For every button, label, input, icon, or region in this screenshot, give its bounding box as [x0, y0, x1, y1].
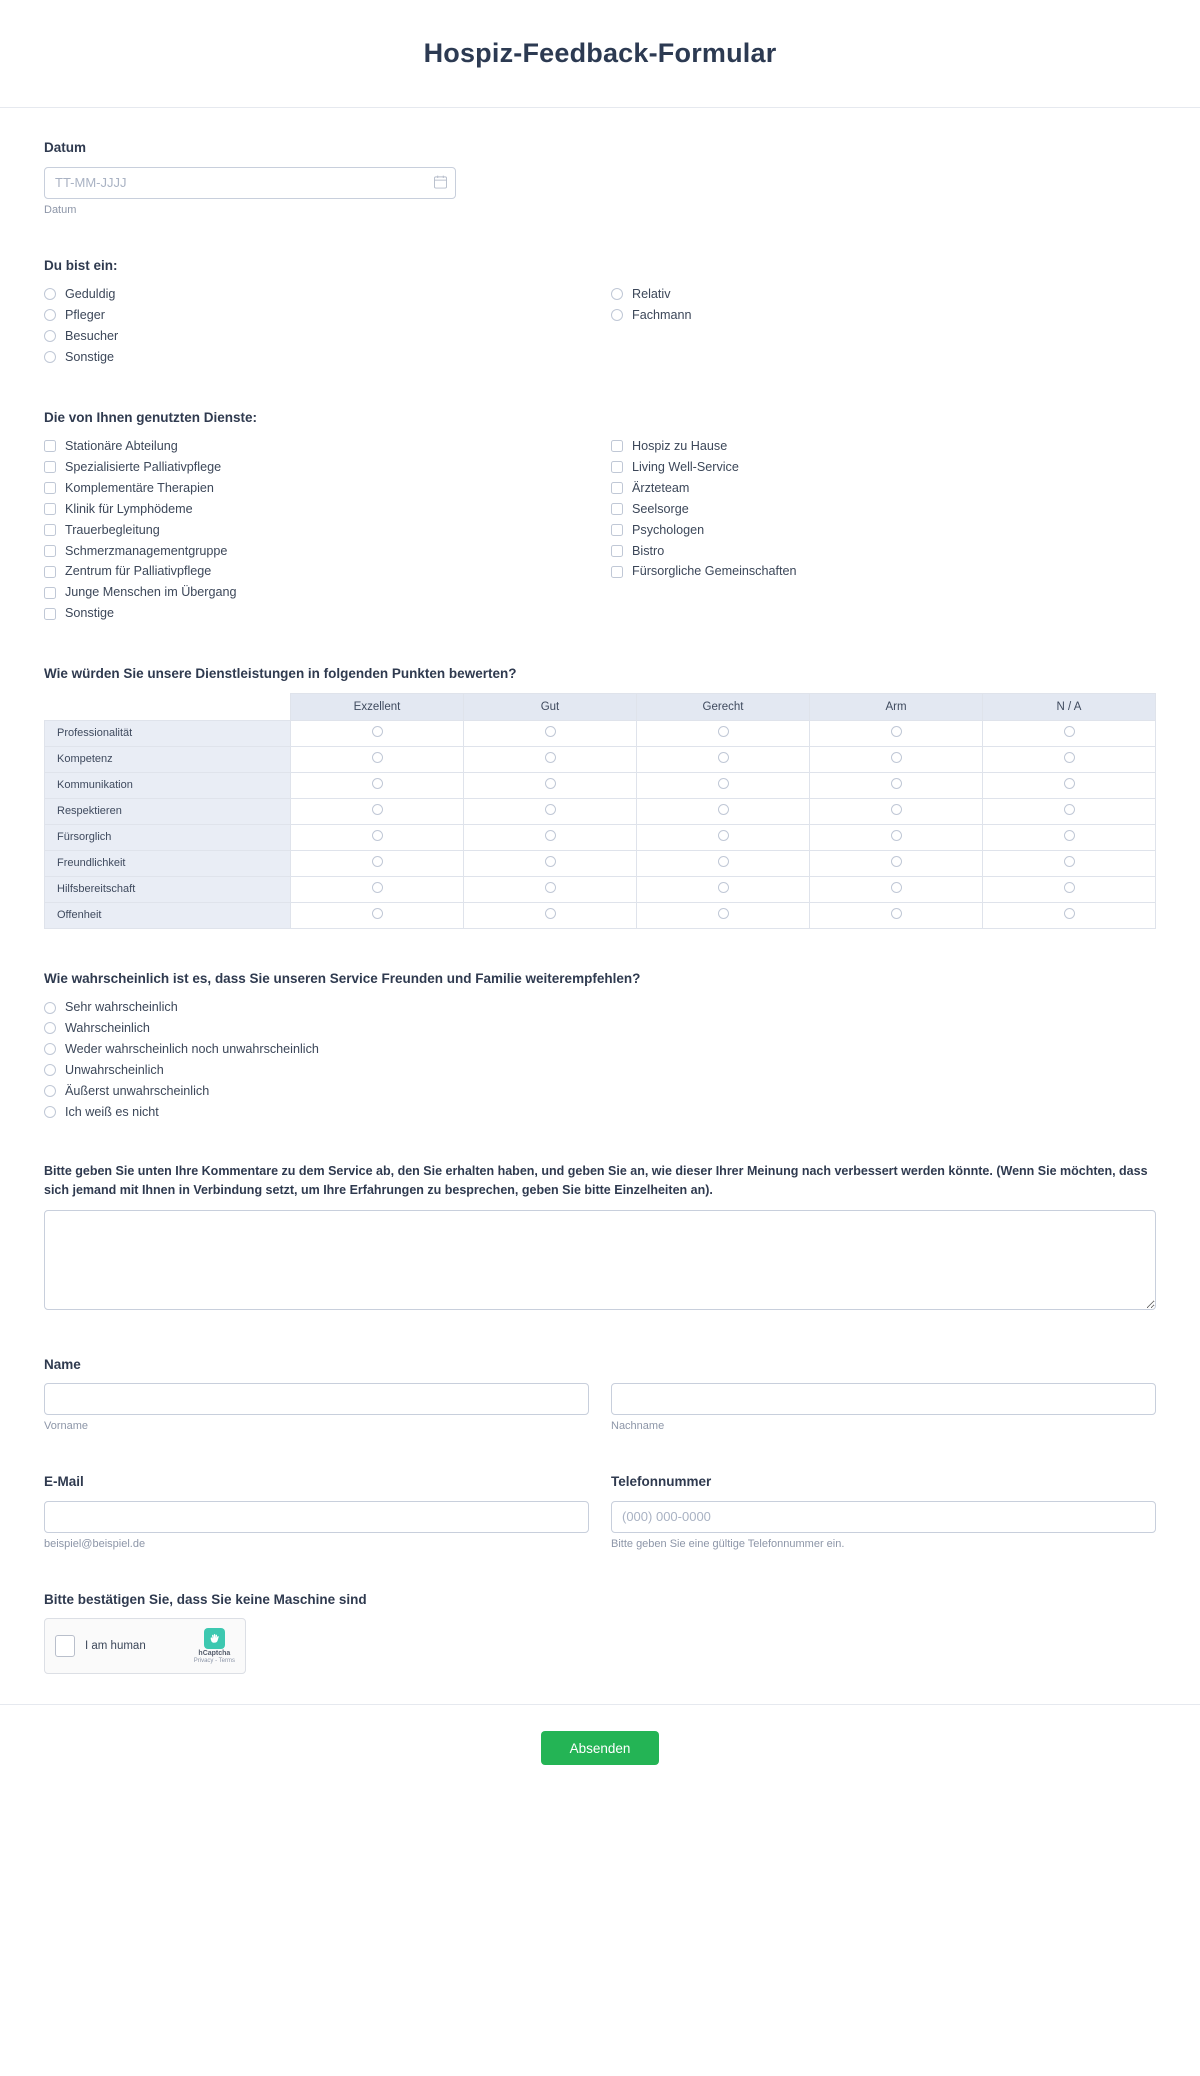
checkbox-option-label: Seelsorge: [632, 501, 689, 516]
radio-icon[interactable]: [372, 908, 383, 919]
matrix-row-label: Fürsorglich: [45, 824, 291, 850]
radio-option-relativ[interactable]: [611, 284, 1156, 304]
first-name-wrapper: [44, 1383, 589, 1432]
table-row: [45, 798, 1156, 824]
matrix-cell[interactable]: [810, 798, 983, 824]
radio-icon[interactable]: [891, 856, 902, 867]
table-row: [45, 824, 1156, 850]
checkbox-option-label: Living Well-Service: [632, 460, 739, 475]
checkbox-option-label: Zentrum für Palliativpflege: [65, 564, 212, 579]
radio-icon[interactable]: [44, 1043, 56, 1055]
matrix-cell[interactable]: [983, 850, 1156, 876]
first-name-input[interactable]: [44, 1383, 589, 1415]
rating-matrix-table: [44, 693, 1156, 929]
services-options-left: [44, 436, 600, 624]
checkbox-option-label: Psychologen: [632, 522, 705, 537]
radio-icon[interactable]: [1064, 752, 1075, 763]
checkbox-option[interactable]: [611, 562, 1156, 582]
recommend-label: Wie wahrscheinlich ist es, dass Sie unseren Service Freunden und Familie weiterempfehlen?: [44, 970, 641, 986]
radio-option-label: Unwahrscheinlich: [65, 1062, 164, 1077]
email-input[interactable]: [44, 1501, 589, 1533]
matrix-cell[interactable]: [983, 720, 1156, 746]
matrix-cell[interactable]: [291, 850, 464, 876]
checkbox-option-label: Ärzteteam: [632, 480, 690, 495]
name-label: Name: [44, 1356, 81, 1372]
role-options: [44, 284, 1156, 368]
matrix-cell[interactable]: [810, 902, 983, 928]
matrix-row-label: Offenheit: [45, 902, 291, 928]
matrix-cell[interactable]: [983, 824, 1156, 850]
matrix-column-header: N / A: [983, 693, 1156, 720]
matrix-cell[interactable]: [810, 850, 983, 876]
radio-icon[interactable]: [545, 804, 556, 815]
matrix-column-header: Arm: [810, 693, 983, 720]
name-field-block: [44, 1355, 1156, 1433]
matrix-cell[interactable]: [637, 720, 810, 746]
spacer: [44, 654, 1156, 664]
checkbox-option[interactable]: [44, 520, 600, 540]
table-row: [45, 902, 1156, 928]
radio-icon[interactable]: [1064, 882, 1075, 893]
table-row: [45, 876, 1156, 902]
checkbox-icon[interactable]: [44, 566, 56, 578]
radio-option-label: Ich weiß es nicht: [65, 1104, 159, 1119]
matrix-cell[interactable]: [983, 746, 1156, 772]
hand-icon: [208, 1632, 221, 1645]
radio-icon[interactable]: [718, 804, 729, 815]
date-sublabel: Datum: [44, 203, 77, 216]
matrix-cell[interactable]: [637, 876, 810, 902]
table-row: [45, 850, 1156, 876]
radio-icon[interactable]: [372, 830, 383, 841]
rating-matrix-body: [45, 720, 1156, 928]
hcaptcha-brand: [194, 1628, 235, 1664]
checkbox-icon[interactable]: [44, 503, 56, 515]
matrix-cell[interactable]: [291, 902, 464, 928]
matrix-cell[interactable]: [637, 798, 810, 824]
checkbox-icon[interactable]: [611, 461, 623, 473]
spacer: [44, 1152, 1156, 1162]
radio-icon[interactable]: [44, 1106, 56, 1118]
radio-icon[interactable]: [891, 908, 902, 919]
spacer: [44, 1580, 1156, 1590]
radio-option[interactable]: [44, 1081, 1156, 1101]
spacer: [44, 1345, 1156, 1355]
radio-option[interactable]: [44, 1018, 1156, 1038]
matrix-cell[interactable]: [637, 772, 810, 798]
rating-matrix-label: Wie würden Sie unsere Dienstleistungen in folgenden Punkten bewerten?: [44, 666, 517, 682]
checkbox-icon[interactable]: [44, 482, 56, 494]
checkbox-option[interactable]: [611, 499, 1156, 519]
radio-icon[interactable]: [545, 882, 556, 893]
radio-option-label: Besucher: [65, 328, 119, 343]
matrix-cell[interactable]: [464, 876, 637, 902]
form-body: [0, 108, 1200, 1674]
comments-field-block: [44, 1162, 1156, 1315]
matrix-row-label: Freundlichkeit: [45, 850, 291, 876]
checkbox-option-label: Hospiz zu Hause: [632, 439, 728, 454]
radio-icon[interactable]: [891, 830, 902, 841]
matrix-column-header: Gut: [464, 693, 637, 720]
checkbox-option-label: Sonstige: [65, 606, 115, 621]
role-field-block: [44, 256, 1156, 368]
rating-matrix-head: [45, 693, 1156, 720]
radio-option-sonstige[interactable]: [44, 347, 600, 367]
last-name-input[interactable]: [611, 1383, 1156, 1415]
radio-icon[interactable]: [1064, 778, 1075, 789]
checkbox-icon[interactable]: [44, 608, 56, 620]
checkbox-option[interactable]: [611, 457, 1156, 477]
date-input-wrapper: [44, 167, 456, 199]
radio-icon[interactable]: [1064, 830, 1075, 841]
checkbox-icon[interactable]: [611, 566, 623, 578]
radio-icon[interactable]: [1064, 908, 1075, 919]
captcha-field-block: [44, 1590, 1156, 1675]
radio-icon[interactable]: [44, 288, 56, 300]
name-inputs-row: [44, 1383, 1156, 1432]
checkbox-option[interactable]: [44, 457, 600, 477]
checkbox-option-label: Bistro: [632, 543, 665, 558]
checkbox-option-label: Komplementäre Therapien: [65, 480, 214, 495]
checkbox-icon[interactable]: [611, 545, 623, 557]
date-input[interactable]: [44, 167, 456, 199]
checkbox-option[interactable]: [44, 603, 600, 623]
checkbox-icon[interactable]: [611, 524, 623, 536]
radio-icon[interactable]: [372, 882, 383, 893]
checkbox-option-label: Schmerzmanagementgruppe: [65, 543, 228, 558]
radio-icon[interactable]: [545, 752, 556, 763]
matrix-cell[interactable]: [291, 746, 464, 772]
role-options-left: [44, 284, 600, 368]
matrix-cell[interactable]: [983, 772, 1156, 798]
matrix-cell[interactable]: [983, 876, 1156, 902]
radio-icon[interactable]: [891, 804, 902, 815]
radio-option-label: Pfleger: [65, 307, 105, 322]
radio-option[interactable]: [44, 1060, 1156, 1080]
matrix-cell[interactable]: [810, 746, 983, 772]
matrix-row-label: Respektieren: [45, 798, 291, 824]
radio-option-label: Fachmann: [632, 307, 692, 322]
checkbox-option-label: Fürsorgliche Gemeinschaften: [632, 564, 797, 579]
table-row: [45, 772, 1156, 798]
email-label: E-Mail: [44, 1474, 84, 1490]
checkbox-icon[interactable]: [611, 503, 623, 515]
radio-icon[interactable]: [891, 778, 902, 789]
matrix-cell[interactable]: [291, 772, 464, 798]
matrix-column-header: Exzellent: [291, 693, 464, 720]
matrix-cell[interactable]: [291, 720, 464, 746]
date-label: Datum: [44, 140, 87, 155]
radio-icon[interactable]: [891, 752, 902, 763]
table-header-row: [45, 693, 1156, 720]
radio-option-label: Wahrscheinlich: [65, 1021, 150, 1036]
checkbox-option[interactable]: [44, 562, 600, 582]
matrix-column-header: Gerecht: [637, 693, 810, 720]
matrix-cell[interactable]: [464, 798, 637, 824]
email-sublabel: beispiel@beispiel.de: [44, 1537, 146, 1550]
matrix-cell[interactable]: [464, 772, 637, 798]
checkbox-option-label: Stationäre Abteilung: [65, 439, 178, 454]
rating-matrix-block: [44, 664, 1156, 929]
first-name-sublabel: Vorname: [44, 1420, 89, 1433]
matrix-cell[interactable]: [464, 746, 637, 772]
radio-icon[interactable]: [44, 351, 56, 363]
last-name-wrapper: [611, 1383, 1156, 1432]
checkbox-option-label: Klinik für Lymphödeme: [65, 501, 193, 516]
radio-icon[interactable]: [44, 1085, 56, 1097]
radio-option-besucher[interactable]: [44, 326, 600, 346]
radio-option-label: Relativ: [632, 287, 671, 302]
matrix-cell[interactable]: [464, 720, 637, 746]
matrix-cell[interactable]: [810, 720, 983, 746]
recommend-options: [44, 997, 1156, 1122]
matrix-row-label: Professionalität: [45, 720, 291, 746]
radio-option[interactable]: [44, 997, 1156, 1017]
radio-option-label: Äußerst unwahrscheinlich: [65, 1083, 210, 1098]
radio-icon[interactable]: [718, 830, 729, 841]
comments-textarea[interactable]: [44, 1210, 1156, 1310]
checkbox-icon[interactable]: [611, 482, 623, 494]
radio-icon[interactable]: [44, 1022, 56, 1034]
form-header: [0, 0, 1200, 108]
matrix-cell[interactable]: [291, 824, 464, 850]
phone-label: Telefonnummer: [611, 1474, 712, 1490]
matrix-cell[interactable]: [464, 850, 637, 876]
matrix-cell[interactable]: [637, 746, 810, 772]
matrix-cell[interactable]: [464, 902, 637, 928]
checkbox-option[interactable]: [611, 541, 1156, 561]
radio-option-pfleger[interactable]: [44, 305, 600, 325]
spacer: [44, 1462, 1156, 1472]
radio-option-fachmann[interactable]: [611, 305, 1156, 325]
radio-icon[interactable]: [545, 856, 556, 867]
radio-icon[interactable]: [718, 908, 729, 919]
matrix-cell[interactable]: [637, 850, 810, 876]
phone-wrapper: [611, 1472, 1156, 1550]
hcaptcha-widget[interactable]: [44, 1618, 246, 1674]
checkbox-icon[interactable]: [611, 440, 623, 452]
role-label: Du bist ein:: [44, 257, 118, 273]
contact-field-block: [44, 1472, 1156, 1550]
matrix-row-label: Hilfsbereitschaft: [45, 876, 291, 902]
radio-icon[interactable]: [44, 309, 56, 321]
checkbox-icon[interactable]: [44, 524, 56, 536]
radio-option[interactable]: [44, 1039, 1156, 1059]
radio-icon[interactable]: [718, 726, 729, 737]
phone-input[interactable]: [611, 1501, 1156, 1533]
radio-icon[interactable]: [545, 908, 556, 919]
radio-icon[interactable]: [372, 804, 383, 815]
radio-icon[interactable]: [44, 330, 56, 342]
checkbox-option[interactable]: [44, 541, 600, 561]
submit-button[interactable]: Absenden: [541, 1731, 659, 1765]
matrix-cell[interactable]: [983, 798, 1156, 824]
checkbox-option[interactable]: [611, 478, 1156, 498]
checkbox-option[interactable]: [611, 520, 1156, 540]
matrix-corner-cell: [45, 693, 291, 720]
matrix-cell[interactable]: [983, 902, 1156, 928]
date-field-block: [44, 138, 1156, 216]
hcaptcha-logo-icon: [204, 1628, 225, 1649]
matrix-cell[interactable]: [810, 772, 983, 798]
matrix-cell[interactable]: [637, 902, 810, 928]
radio-icon[interactable]: [372, 856, 383, 867]
recommend-field-block: [44, 969, 1156, 1122]
radio-icon[interactable]: [545, 830, 556, 841]
hcaptcha-links[interactable]: Privacy - Terms: [193, 1658, 235, 1665]
phone-sublabel: Bitte geben Sie eine gültige Telefonnummer ein.: [611, 1537, 845, 1550]
email-wrapper: [44, 1472, 589, 1550]
radio-icon[interactable]: [891, 726, 902, 737]
table-row: [45, 746, 1156, 772]
spacer: [44, 398, 1156, 408]
page-title: Hospiz-Feedback-Formular: [423, 38, 777, 68]
checkbox-option[interactable]: [611, 436, 1156, 456]
checkbox-option[interactable]: [44, 478, 600, 498]
last-name-sublabel: Nachname: [611, 1420, 665, 1433]
checkbox-icon[interactable]: [44, 440, 56, 452]
comments-label: Bitte geben Sie unten Ihre Kommentare zu dem Service ab, den Sie erhalten haben, und geben Sie an, wie dieser Ihrer Meinung nach verbessert werden könnte. (Wenn Sie möchten, dass sich jemand mit Ihnen in Verbindung setzt, um Ihre Erfahrungen zu besprechen, geben Sie bitte Einzelheiten an).: [44, 1164, 1148, 1197]
matrix-cell[interactable]: [810, 824, 983, 850]
hcaptcha-checkbox-label: I am human: [85, 1640, 146, 1653]
radio-icon[interactable]: [1064, 856, 1075, 867]
radio-icon[interactable]: [718, 752, 729, 763]
spacer: [44, 959, 1156, 969]
radio-icon[interactable]: [545, 726, 556, 737]
matrix-row-label: Kommunikation: [45, 772, 291, 798]
matrix-cell[interactable]: [637, 824, 810, 850]
form-footer: [0, 1704, 1200, 1805]
services-options: [44, 436, 1156, 624]
checkbox-option[interactable]: [44, 582, 600, 602]
checkbox-option-label: Trauerbegleitung: [65, 522, 160, 537]
checkbox-option[interactable]: [44, 436, 600, 456]
radio-icon[interactable]: [611, 309, 623, 321]
radio-icon[interactable]: [718, 856, 729, 867]
services-field-block: [44, 408, 1156, 625]
radio-icon[interactable]: [1064, 726, 1075, 737]
radio-option-label: Sonstige: [65, 349, 115, 364]
checkbox-icon[interactable]: [44, 461, 56, 473]
radio-icon[interactable]: [545, 778, 556, 789]
radio-option-geduldig[interactable]: [44, 284, 600, 304]
checkbox-option[interactable]: [44, 499, 600, 519]
radio-icon[interactable]: [44, 1002, 56, 1014]
table-row: [45, 720, 1156, 746]
radio-icon[interactable]: [372, 752, 383, 763]
services-label: Die von Ihnen genutzten Dienste:: [44, 409, 258, 425]
checkbox-option-label: Junge Menschen im Übergang: [65, 585, 237, 600]
radio-option-label: Geduldig: [65, 287, 116, 302]
role-options-right: [600, 284, 1156, 368]
contact-labels-row: [44, 1472, 1156, 1550]
checkbox-icon[interactable]: [44, 587, 56, 599]
matrix-cell[interactable]: [291, 876, 464, 902]
radio-icon[interactable]: [718, 882, 729, 893]
matrix-cell[interactable]: [464, 824, 637, 850]
checkbox-icon[interactable]: [44, 545, 56, 557]
captcha-label: Bitte bestätigen Sie, dass Sie keine Maschine sind: [44, 1591, 367, 1607]
radio-icon[interactable]: [891, 882, 902, 893]
radio-option-label: Weder wahrscheinlich noch unwahrscheinlich: [65, 1042, 319, 1057]
services-options-right: [600, 436, 1156, 624]
radio-icon[interactable]: [372, 778, 383, 789]
matrix-cell[interactable]: [291, 798, 464, 824]
hcaptcha-brand-name: hCaptcha: [198, 1650, 231, 1658]
radio-icon[interactable]: [1064, 804, 1075, 815]
radio-option-label: Sehr wahrscheinlich: [65, 1000, 178, 1015]
checkbox-option-label: Spezialisierte Palliativpflege: [65, 460, 222, 475]
radio-icon[interactable]: [718, 778, 729, 789]
matrix-cell[interactable]: [810, 876, 983, 902]
matrix-row-label: Kompetenz: [45, 746, 291, 772]
radio-option[interactable]: [44, 1102, 1156, 1122]
radio-icon[interactable]: [372, 726, 383, 737]
spacer: [44, 246, 1156, 256]
radio-icon[interactable]: [44, 1064, 56, 1076]
hcaptcha-checkbox[interactable]: [55, 1635, 75, 1657]
radio-icon[interactable]: [611, 288, 623, 300]
